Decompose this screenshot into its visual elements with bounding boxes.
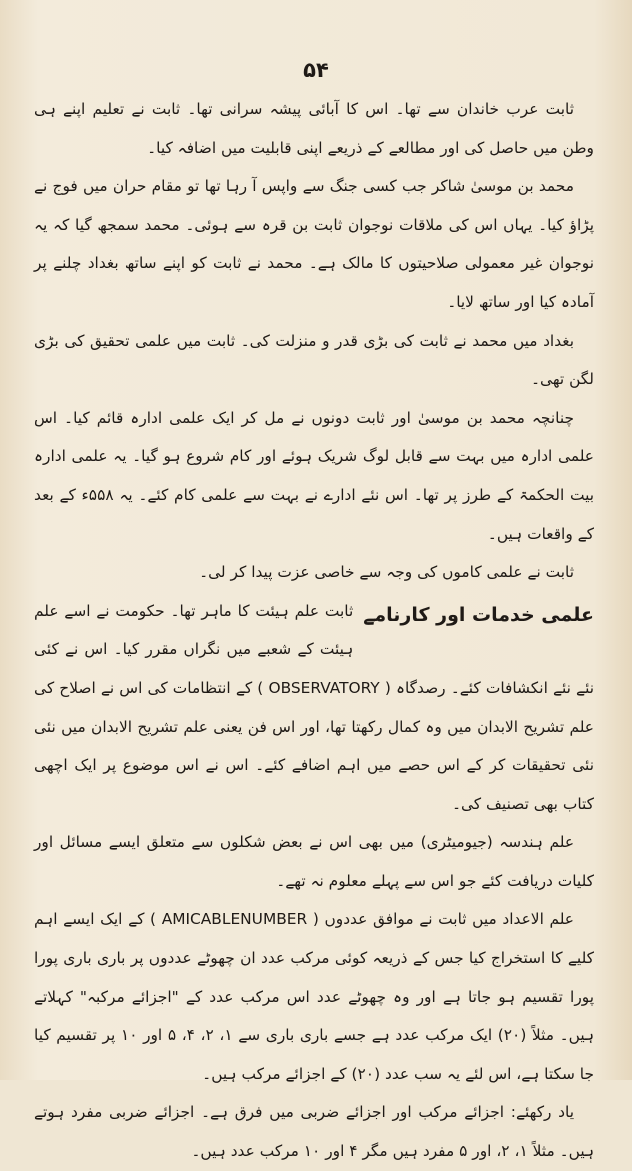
- paragraph: ثابت علم ہیئت کا ماہر تھا۔ حکومت نے اسے علم ہیئت کے شعبے میں نگراں مقرر کیا۔ اس نے کئی نئے نئے انکشافات کئے۔ رصدگاہ ( OBSERVATORY ) کے انتظامات کی اس نے اصلاح کی علم تشریح الابدان میں وہ کمال رکھتا تھا، اور اس فن یعنی علم تشریح الابدان میں نئی نئی تحقیقات کر کے اس حصے میں اہم اضافے کئے۔ اس نے اس موضوع پر ایک اچھی کتاب بھی تصنیف کی۔: [34, 601, 594, 813]
- page-number: ۵۴: [303, 58, 329, 82]
- paragraph: محمد بن موسیٰ شاکر جب کسی جنگ سے واپس آ رہا تھا تو مقام حران میں فوج نے پڑاؤ کیا۔ یہاں اس کی ملاقات نوجوان ثابت بن قرہ سے ہوئی۔ محمد سمجھ گیا کہ یہ نوجوان غیر معمولی صلاحیتوں کا مالک ہے۔ محمد نے ثابت کو اپنے ساتھ بغداد چلنے پر آمادہ کیا اور ساتھ لایا۔: [34, 177, 594, 311]
- paragraph: علم ہندسہ (جیومیٹری) میں بھی اس نے بعض شکلوں سے متعلق ایسے مسائل اور کلیات دریافت کئے جو اس سے پہلے معلوم نہ تھے۔: [34, 833, 594, 890]
- paragraph: ثابت نے علمی کاموں کی وجہ سے خاصی عزت پیدا کر لی۔: [199, 563, 574, 582]
- section-heading: علمی خدمات اور کارنامے: [363, 603, 594, 626]
- paragraph: ثابت عرب خاندان سے تھا۔ اس کا آبائی پیشہ سرانی تھا۔ ثابت نے تعلیم اپنے ہی وطن میں حاصل کی اور مطالعے کے ذریعے اپنی قابلیت میں اضافہ کیا۔: [34, 100, 594, 157]
- paragraph: چنانچہ محمد بن موسیٰ اور ثابت دونوں نے مل کر ایک علمی ادارہ قائم کیا۔ اس علمی ادارہ میں بہت سے قابل لوگ شریک ہوئے اور کام شروع ہو گیا۔ یہ علمی ادارہ بیت الحکمۃ کے طرز پر تھا۔ اس نئے ادارے نے بہت سے علمی کام کئے۔ یہ ۵۵۸ء کے بعد کے واقعات ہیں۔: [34, 408, 594, 543]
- paragraph: یاد رکھئے: اجزائے مرکب اور اجزائے ضربی میں فرق ہے۔ اجزائے ضربی مفرد ہوتے ہیں۔ مثلاً ۱، ۲، اور ۵ مفرد ہیں مگر ۴ اور ۱۰ مرکب عدد ہیں۔: [34, 1103, 594, 1161]
- paragraph: علم الاعداد میں ثابت نے موافق عددوں ( AMICABLENUMBER ) کے ایک ایسے اہم کلیے کا استخراج کیا جس کے ذریعہ کوئی مرکب عدد ان چھوٹے عددوں پر باری باری پورا پورا تقسیم ہو جاتا ہے اور وہ چھوٹے عدد اس مرکب عدد کے "اجزائے مرکبہ" کہلاتے ہیں۔ مثلاً (۲۰) ایک مرکب عدد ہے جسے باری باری سے ۱، ۲، ۴، ۵ اور ۱۰ پر تقسیم کیا جا سکتا ہے، اس لئے یہ سب عدد (۲۰) کے اجزائے مرکب ہیں۔: [34, 910, 594, 1083]
- page-body: [34, 90, 594, 1171]
- paragraph: بغداد میں محمد نے ثابت کی بڑی قدر و منزلت کی۔ ثابت میں علمی تحقیق کی بڑی لگن تھی۔: [34, 331, 594, 389]
